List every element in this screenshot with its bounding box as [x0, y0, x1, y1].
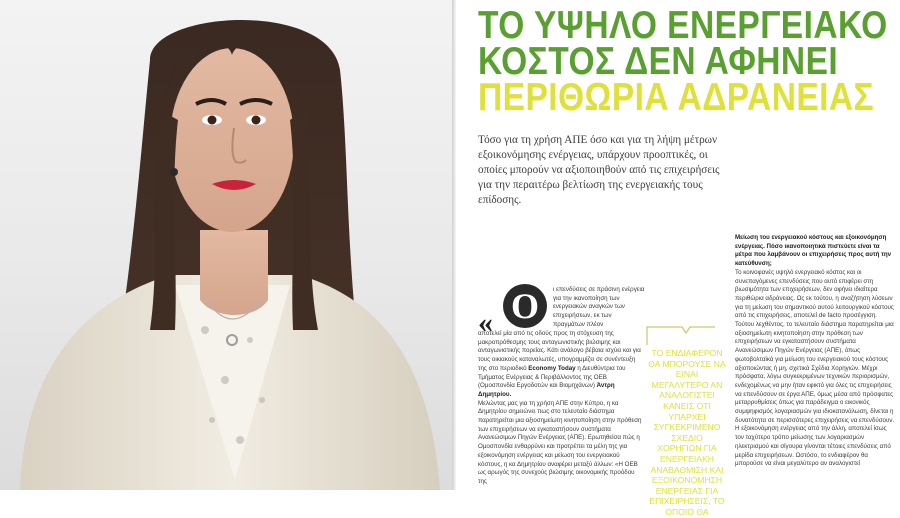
portrait-illustration: [0, 0, 452, 490]
left-body-text: αποτελεί μία από τις οδούς προς τη στόχευση της μακροπρόθεσμης τους ανταγωνιστικής βιώσιμης και ανταγωνιστικής πορείας. Κάτι ανάλογο βέβαια ισχύει και για τους οικιακούς καταναλωτές, υπογραμμίζει σε συνέντευξη της στο περιοδικό: [478, 330, 641, 372]
left-column-paragraph-1: [478, 330, 645, 400]
right-column: [735, 234, 895, 469]
portrait-photo: [0, 0, 452, 490]
pull-quote: ΤΟ ΕΝΔΙΑΦΕΡΟΝ ΘΑ ΜΠΟΡΟΥΣΕ ΝΑ ΕΙΝΑΙ ΜΕΓΑΛΥΤΕΡΟ ΑΝ ΑΝΑΛΟΓΙΣΤΕΙ ΚΑΝΕΙΣ ΟΤΙ ΥΠΑΡΧΕΙ ΣΥΓΚΕΚΡΙΜΕΝΟ ΣΧΕΔΙΟ ΧΟΡΗΓΙΩΝ ΓΙΑ ΕΝΕΡΓΕΙΑΚΗ ΑΝΑΒΑΘΜΙΣΗ ΚΑΙ ΕΞΟΙΚΟΝΟΜΗΣΗ ΕΝΕΡΓΕΙΑΣ ΓΙΑ ΕΠΙΧΕΙΡΗΣΕΙΣ, ΤΟ ΟΠΟΙΟ ΘΑ: [648, 348, 726, 517]
magazine-name: Economy Today: [528, 364, 576, 372]
left-column-intro: [553, 286, 645, 330]
left-body-text-2: η Διευθύντρια του Τμήματος Ενέργειας & Περιβάλλοντος της ΟΕΒ (Ομοσπονδία Εργοδοτών και Βιομηχάνων): [478, 364, 626, 390]
left-column-intro-text: ι επενδύσεις σε πράσινη ενέργεια για την ικανοποίηση των ενεργειακών αναγκών των επιχειρήσεων, εκ των πραγμάτων πλέον: [553, 286, 645, 328]
left-column-paragraph-2: Μελώντας μας για τη χρήση ΑΠΕ στην Κύπρο, η κα Δημητρίου σημειώνει πως στο τελευταίο διάστημα παρατηρείται μια αξιοσημείωτη κινητοποίηση στην πρόθεση των επιχειρήσεων να εγκαταστήσουν συστήματα Ανανεώσιμων Πηγών Ενέργειας (ΑΠΕ). Ερωτηθείσα πώς η Ομοσπονδία ενθαρρύνει και προτρέπει τα μέλη της για εξοικονόμηση ενέργειας και μείωση του ενεργειακού κόστους, η κα Δημητρίου αναφέρει μεταξύ άλλων: «Η ΟΕΒ ως αρωγός της συνεχούς βιώσιμης οικονομικής προόδου της: [478, 399, 642, 485]
headline-line-3: ΠΕΡΙΘΩΡΙΑ ΑΔΡΑΝΕΙΑΣ: [478, 76, 875, 119]
quote-mark: «: [478, 306, 493, 339]
pull-quote-frame: [646, 326, 716, 346]
interview-answer: Το κοινοφανές υψηλό ενεργειακό κόστος και οι συνεπαγόμενες επενδύσεις που αυτό επιφέρει στη βιωσιμότητα των επιχειρήσεων, δεν αφήνει ιδιαίτερα περιθώρια αδράνειας. Ως εκ τούτου, η αναζήτηση λύσεων για τη μείωση του σημαντικού αυτού λειτουργικού κόστους από τις επιχειρήσεις, αποτελεί de facto προσέγγιση. Τούτου λεχθέντος, το τελευταίο διάστημα παρατηρείται μια αξιοσημείωτη κινητοποίηση στην πρόθεση των επιχειρήσεων να εγκαταστήσουν συστήματα Ανανεώσιμων Πηγών Ενέργειας (ΑΠΕ), όπως φωτοβολταϊκά για μείωση του ενεργειακού τους κόστους αξιοποιώντας ή μη, σχετικά Σχέδια Χορηγιών. Μέχρι πρόσφατα, λόγω συγκεκριμένων τεχνικών περιορισμών, ενδεχομένως να μην ήταν εφικτό για όλες τις επιχειρήσεις να επενδύσουν σε έργα ΑΠΕ, όμως μέσα από πρόσφατες μεταρρυθμίσεις όπως για παράδειγμα ο εικονικός συμψηφισμός λογαριασμών για ιδιοκατανάλωση, δίνεται η δυνατότητα σε περισσότερες επιχειρήσεις να επενδύσουν. Η εξοικονόμηση ενέργειας από την άλλη, αποτελεί ίσως τον ταχύτερο τρόπο μείωσης των λογαριασμών ηλεκτρισμού και σίγουρα γίνονται τέτοιες επενδύσεις από μερίδα επιχειρήσεων. Ωστόσο, το ενδιαφέρον θα μπορούσε να είναι μεγαλύτερο αν αναλογιστεί: [735, 268, 895, 468]
headline-line-1: ΤΟ ΥΨΗΛΟ ΕΝΕΡΓΕΙΑΚΟ: [478, 4, 888, 47]
left-column-body: [478, 330, 645, 487]
headline-line-2: ΚΟΣΤΟΣ ΔΕΝ ΑΦΗΝΕΙ: [478, 40, 839, 83]
dropcap: Ο: [503, 284, 547, 328]
article-lead: Τόσο για τη χρήση ΑΠΕ όσο και για τη λήψη μέτρων εξοικονόμησης ενέργειας, υπάρχουν προοπτικές, οι οποίες μπορούν να αξιοποιηθούν από τις επιχειρήσεις για την περαιτέρω βελτίωση της ενεργειακής τους επίδοσης.: [478, 134, 720, 206]
interviewee-name: Άντρη Δημητρίου.: [478, 382, 615, 398]
page-gutter: [452, 0, 456, 490]
article-headline: [478, 4, 888, 119]
interview-question: Μείωση του ενεργειακού κόστους και εξοικονόμηση ενέργειας. Πόσο ικανοποιητικά πιστεύετε είναι τα μέτρα που λαμβάνουν οι επιχειρήσεις προς αυτή την κατεύθυνση;: [735, 234, 892, 268]
